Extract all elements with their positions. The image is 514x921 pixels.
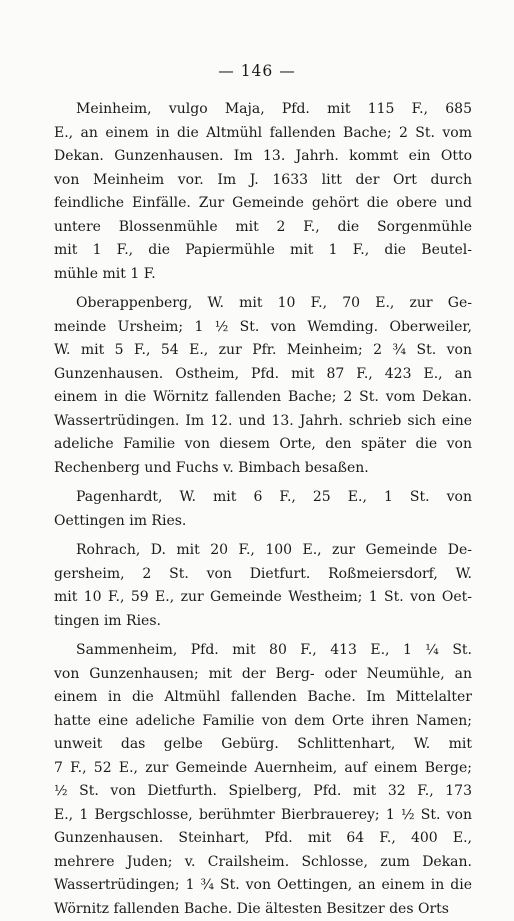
- text-line: Oettingen im Ries.: [54, 510, 472, 534]
- text-line: Sammenheim, Pfd. mit 80 F., 413 E., 1 ¼ St.: [54, 639, 472, 663]
- text-line: Dekan. Gunzenhausen. Im 13. Jahrh. kommt ein Otto: [54, 145, 472, 169]
- text-line: Rechenberg und Fuchs v. Bimbach besaßen.: [54, 457, 472, 481]
- text-line: feindliche Einfälle. Zur Gemeinde gehört die obere und: [54, 192, 472, 216]
- paragraph: [54, 98, 472, 286]
- paragraph: [54, 486, 472, 533]
- paragraph: [54, 292, 472, 480]
- page-body: [54, 98, 472, 921]
- text-line: unweit das gelbe Gebürg. Schlittenhart, W. mit: [54, 733, 472, 757]
- text-line: von Gunzenhausen; mit der Berg- oder Neumühle, an: [54, 663, 472, 687]
- text-line: Wassertrüdingen; 1 ¾ St. von Oettingen, an einem in die: [54, 874, 472, 898]
- text-line: Gunzenhausen. Steinhart, Pfd. mit 64 F., 400 E.,: [54, 827, 472, 851]
- text-line: mehrere Juden; v. Crailsheim. Schlosse, zum Dekan.: [54, 851, 472, 875]
- text-line: meinde Ursheim; 1 ½ St. von Wemding. Oberweiler,: [54, 316, 472, 340]
- text-line: tingen im Ries.: [54, 610, 472, 634]
- text-line: hatte eine adeliche Familie von dem Orte ihren Namen;: [54, 710, 472, 734]
- text-line: untere Blossenmühle mit 2 F., die Sorgenmühle: [54, 216, 472, 240]
- text-line: E., an einem in die Altmühl fallenden Bache; 2 St. vom: [54, 122, 472, 146]
- text-line: Pagenhardt, W. mit 6 F., 25 E., 1 St. von: [54, 486, 472, 510]
- text-line: ½ St. von Dietfurth. Spielberg, Pfd. mit 32 F., 173: [54, 780, 472, 804]
- text-line: W. mit 5 F., 54 E., zur Pfr. Meinheim; 2 ¾ St. von: [54, 339, 472, 363]
- text-line: mit 1 F., die Papiermühle mit 1 F., die Beutel-: [54, 239, 472, 263]
- text-line: Wörnitz fallenden Bache. Die ältesten Besitzer des Orts: [54, 898, 472, 921]
- text-line: E., 1 Bergschlosse, berühmter Bierbrauerey; 1 ½ St. von: [54, 804, 472, 828]
- text-line: mühle mit 1 F.: [54, 263, 472, 287]
- text-line: mit 10 F., 59 E., zur Gemeinde Westheim; 1 St. von Oet-: [54, 586, 472, 610]
- text-line: einem in die Altmühl fallenden Bache. Im Mittelalter: [54, 686, 472, 710]
- text-line: von Meinheim vor. Im J. 1633 litt der Ort durch: [54, 169, 472, 193]
- text-line: Gunzenhausen. Ostheim, Pfd. mit 87 F., 423 E., an: [54, 363, 472, 387]
- text-line: einem in die Wörnitz fallenden Bache; 2 St. vom Dekan.: [54, 386, 472, 410]
- text-line: Meinheim, vulgo Maja, Pfd. mit 115 F., 685: [54, 98, 472, 122]
- text-line: Rohrach, D. mit 20 F., 100 E., zur Gemeinde De-: [54, 539, 472, 563]
- text-line: Wassertrüdingen. Im 12. und 13. Jahrh. schrieb sich eine: [54, 410, 472, 434]
- text-line: adeliche Familie von diesem Orte, den später die von: [54, 433, 472, 457]
- text-line: gersheim, 2 St. von Dietfurt. Roßmeiersdorf, W.: [54, 563, 472, 587]
- text-line: Oberappenberg, W. mit 10 F., 70 E., zur Ge-: [54, 292, 472, 316]
- paragraph: [54, 639, 472, 921]
- page-number: — 146 —: [0, 62, 514, 80]
- text-line: 7 F., 52 E., zur Gemeinde Auernheim, auf einem Berge;: [54, 757, 472, 781]
- paragraph: [54, 539, 472, 633]
